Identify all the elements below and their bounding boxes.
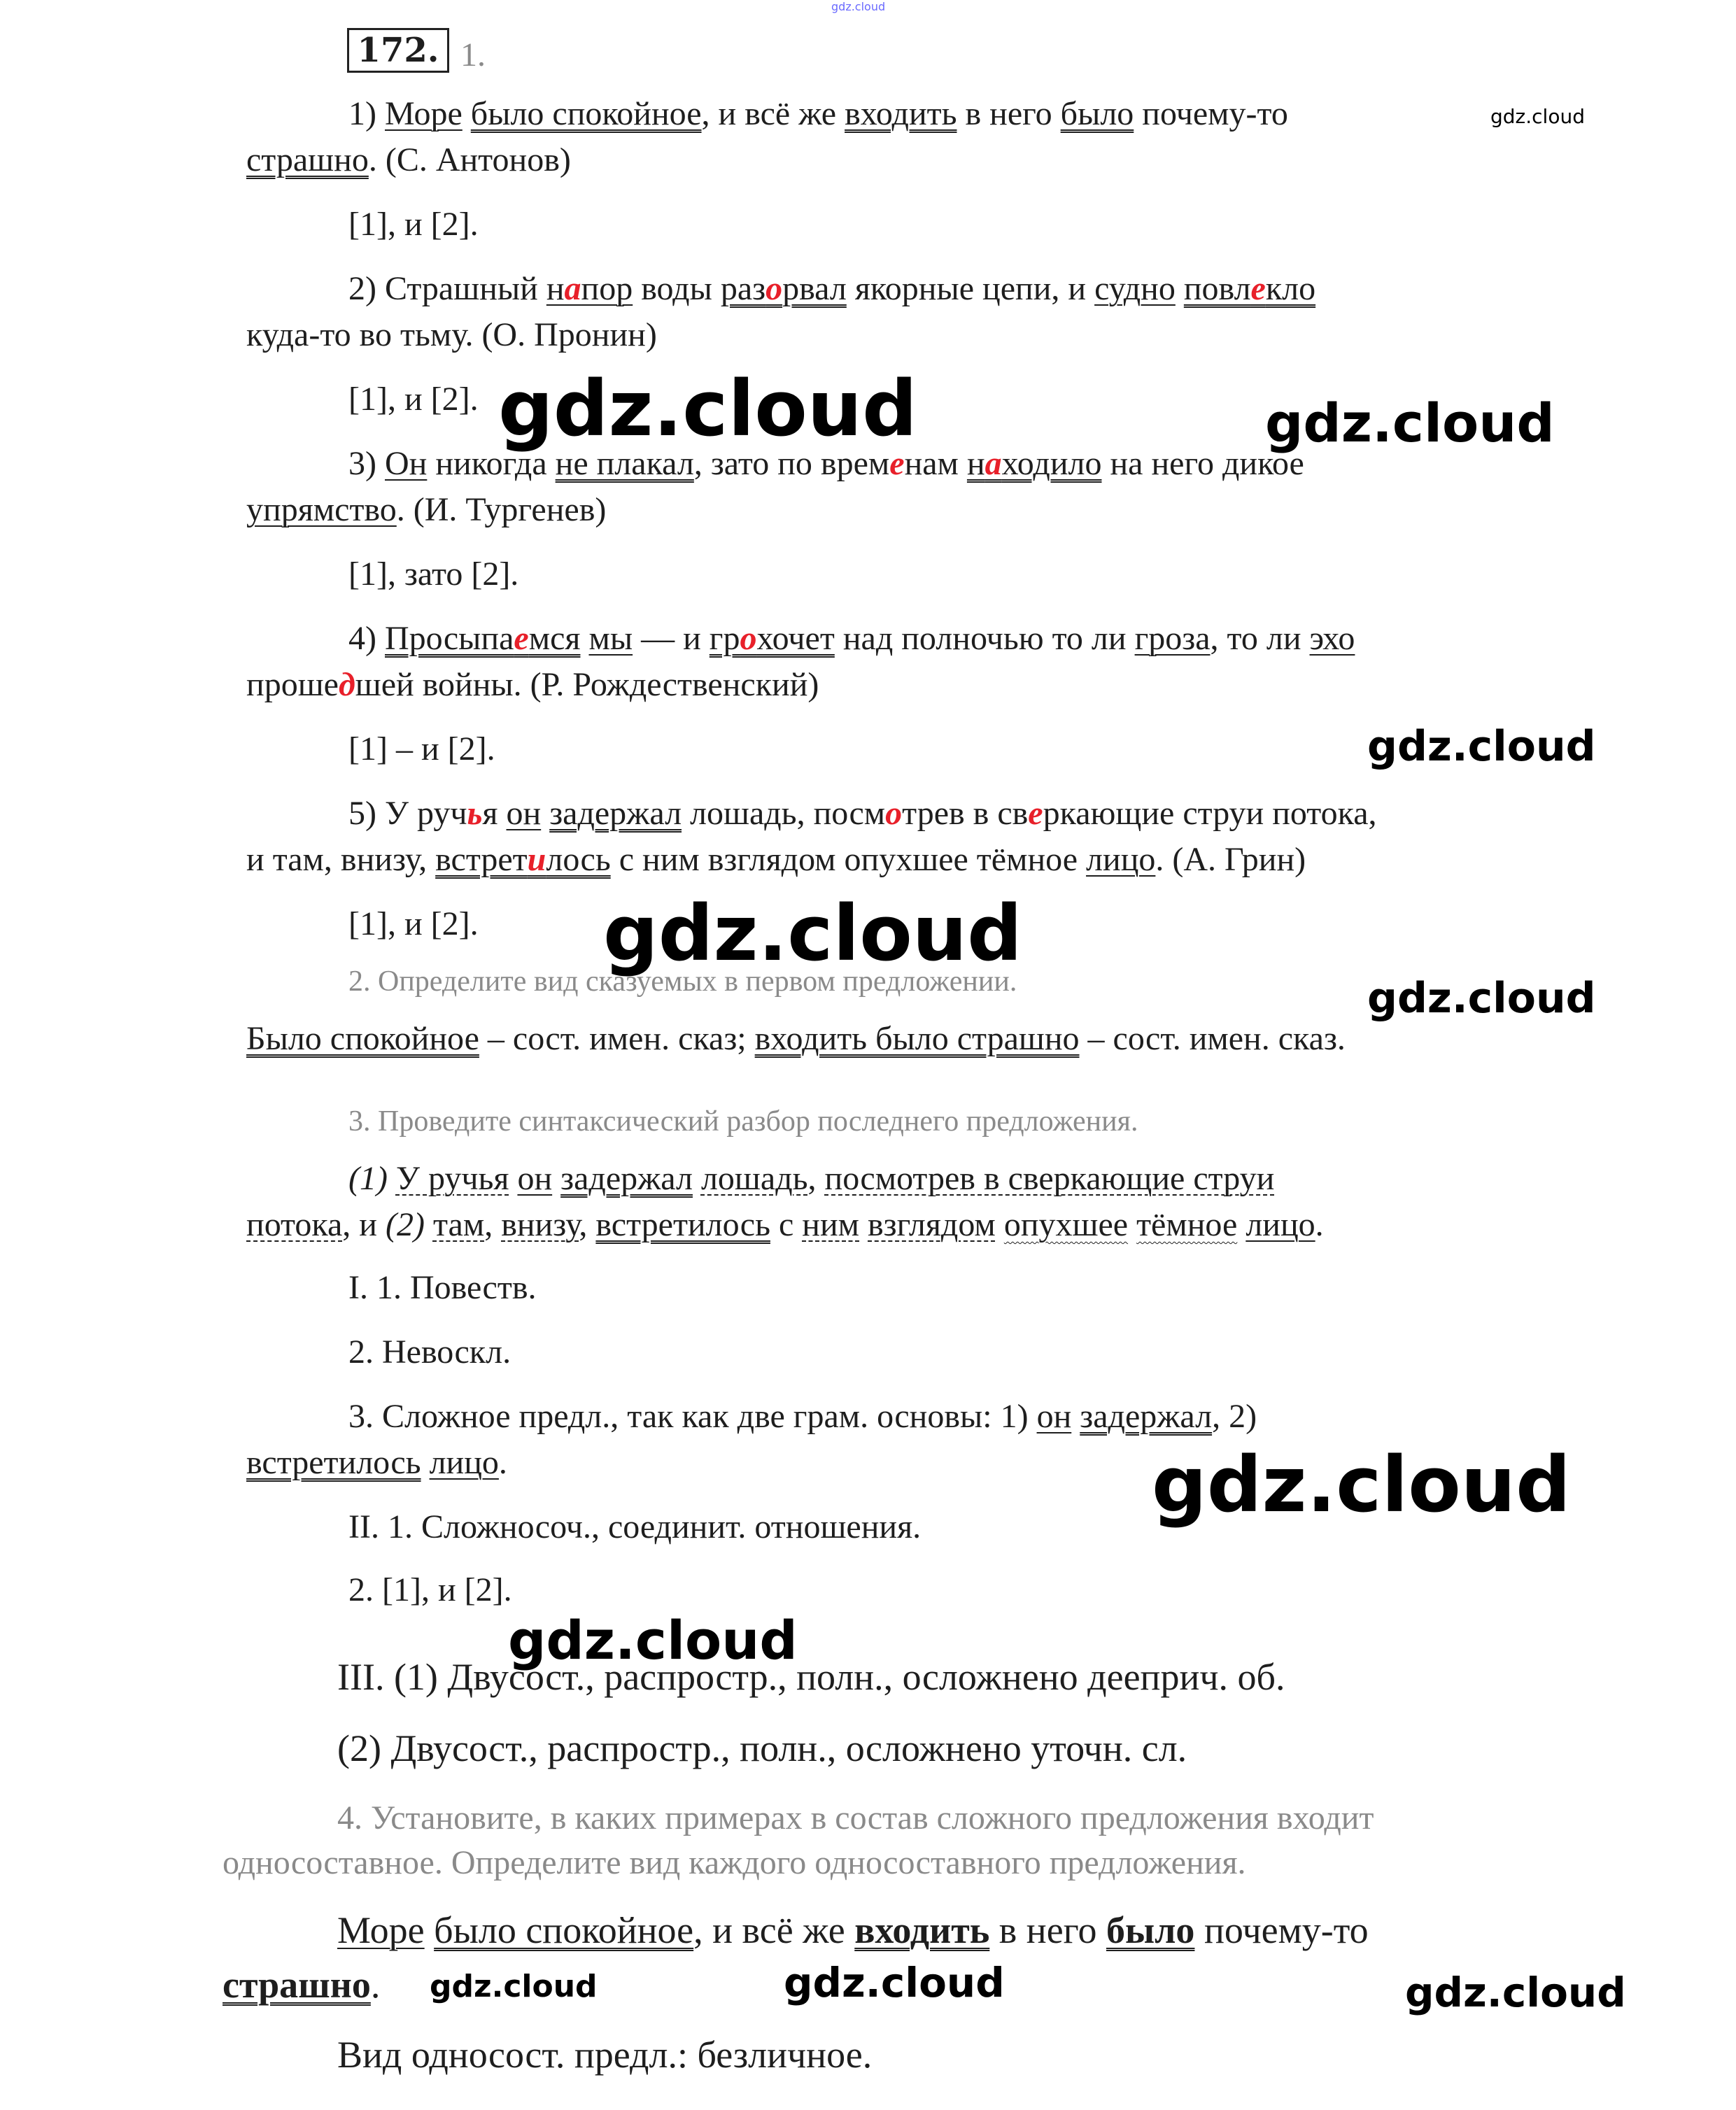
watermark-medium-4: gdz.cloud xyxy=(508,1609,798,1671)
parse-step-3-line-2: встретилось лицо. xyxy=(246,1444,507,1481)
parse-step-1: I. 1. Повеств. xyxy=(348,1269,537,1306)
watermark-medium-1: gdz.cloud xyxy=(1265,392,1555,454)
sentence-3-line-1: 3) Он никогда не плакал, зато по временам находило на него дикое xyxy=(348,445,1304,482)
parsed-sentence-line-1: (1) У ручья он задержал лошадь, посмотрев в сверкающие струи xyxy=(348,1160,1275,1197)
sentence-2-line-2: куда-то во тьму. (О. Пронин) xyxy=(246,316,657,353)
exercise-number: 172. xyxy=(347,28,449,73)
parse-step-2: 2. Невоскл. xyxy=(348,1333,511,1371)
sentence-4-line-1: 4) Просыпаемся мы — и грохочет над полночью то ли гроза, то ли эхо xyxy=(348,620,1355,657)
parse-step-5: 2. [1], и [2]. xyxy=(348,1571,512,1608)
scheme-2: [1], и [2]. xyxy=(348,381,479,418)
sentence-3-line-2: упрямство. (И. Тургенев) xyxy=(246,491,607,528)
sentence-1-line-1: 1) Море было спокойное, и всё же входить в него было почему-то xyxy=(348,95,1288,132)
watermark-medium-3: gdz.cloud xyxy=(1367,974,1596,1023)
sentence-2-line-1: 2) Страшный напор воды разорвал якорные цепи, и судно повлекло xyxy=(348,270,1316,307)
task-number: 1. xyxy=(460,36,486,73)
parsed-sentence-line-2: потока, и (2) там, внизу, встретилось с ним взглядом опухшее тёмное лицо. xyxy=(246,1206,1324,1243)
task-4-prompt-line-2: односоставное. Определите вид каждого односоставного предложения. xyxy=(223,1844,1246,1881)
sentence-1-line-2: страшно. (С. Антонов) xyxy=(246,141,571,178)
watermark-large-1: gdz.cloud xyxy=(498,364,917,453)
watermark-small-4: gdz.cloud xyxy=(1405,1969,1626,2016)
task-4-answer-line-1: Море было спокойное, и всё же входить в него было почему-то xyxy=(337,1909,1369,1951)
task-4-answer-line-2: страшно. xyxy=(223,1964,381,2006)
watermark-small-1: gdz.cloud xyxy=(1490,105,1585,128)
parse-step-6: III. (1) Двусост., распростр., полн., осложнено дееприч. об. xyxy=(337,1656,1285,1698)
sentence-5-line-1: 5) У ручья он задержал лошадь, посмотрев в сверкающие струи потока, xyxy=(348,795,1377,832)
task-3-prompt: 3. Проведите синтаксический разбор последнего предложения. xyxy=(348,1105,1138,1138)
task-2-prompt: 2. Определите вид сказуемых в первом предложении. xyxy=(348,965,1017,998)
scheme-1: [1], и [2]. xyxy=(348,206,479,243)
parse-step-3-line-1: 3. Сложное предл., так как две грам. основы: 1) он задержал, 2) xyxy=(348,1398,1257,1435)
scheme-5: [1], и [2]. xyxy=(348,905,479,942)
task-4-prompt-line-1: 4. Установите, в каких примерах в состав сложного предложения входит xyxy=(337,1799,1374,1836)
parse-step-7: (2) Двусост., распростр., полн., осложнено уточн. сл. xyxy=(337,1727,1187,1769)
watermark-large-2: gdz.cloud xyxy=(603,888,1022,978)
watermark-small-2: gdz.cloud xyxy=(430,1969,598,2004)
task-4-kind: Вид односост. предл.: безличное. xyxy=(337,2034,873,2076)
scheme-4: [1] – и [2]. xyxy=(348,730,495,767)
watermark-large-3: gdz.cloud xyxy=(1152,1440,1571,1529)
sentence-4-line-2: прошедшей войны. (Р. Рождественский) xyxy=(246,666,819,703)
sentence-5-line-2: и там, внизу, встретилось с ним взглядом опухшее тёмное лицо. (А. Грин) xyxy=(246,841,1306,878)
watermark-medium-2: gdz.cloud xyxy=(1367,722,1596,771)
parse-step-4: II. 1. Сложносоч., соединит. отношения. xyxy=(348,1508,922,1545)
watermark-top: gdz.cloud xyxy=(831,0,886,13)
task-2-answer: Было спокойное – сост. имен. сказ; входить было страшно – сост. имен. сказ. xyxy=(246,1020,1346,1057)
scheme-3: [1], зато [2]. xyxy=(348,555,519,593)
watermark-small-3: gdz.cloud xyxy=(784,1959,1005,2006)
